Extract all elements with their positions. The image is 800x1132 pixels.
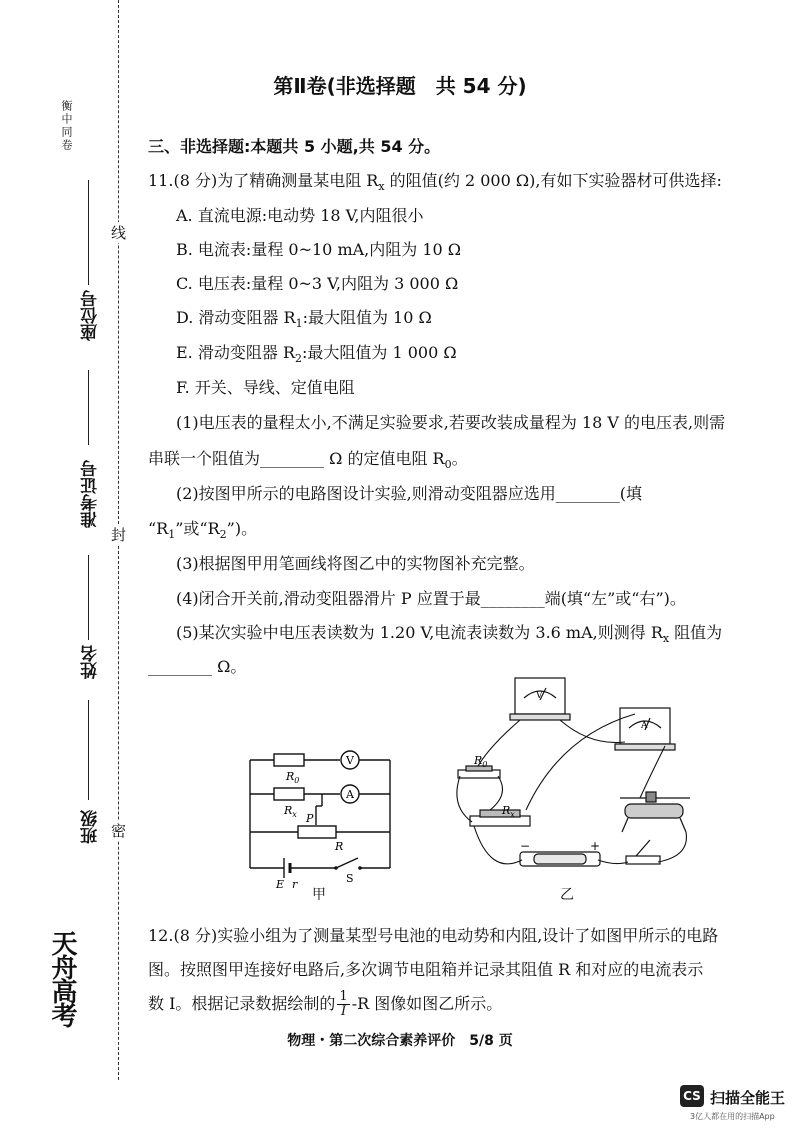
q12-line3-post: -R 图像如图乙所示。 bbox=[351, 994, 503, 1013]
margin-top-label: 衡中同卷 bbox=[60, 100, 73, 152]
device-label-r0: $R_0$ bbox=[474, 754, 488, 769]
one-over-i-fraction bbox=[337, 990, 349, 1019]
device-label-rx: $R_x$ bbox=[502, 804, 515, 819]
circuit-diagram-a bbox=[240, 740, 410, 900]
q11-part5-cont: ________ Ω。 bbox=[148, 657, 247, 676]
name-blank[interactable] bbox=[88, 555, 89, 640]
cs-logo-icon: CS bbox=[680, 1085, 704, 1107]
name-label: 姓名 bbox=[81, 645, 101, 679]
q11-stem: 11.(8 分)为了精确测量某电阻 $R_x$ 的阻值(约 2 000 Ω),有如下实验器材可供选择: bbox=[148, 171, 722, 194]
battery-plus: + bbox=[590, 839, 601, 853]
section-header: 三、非选择题:本题共 5 小题,共 54 分。 bbox=[148, 137, 441, 156]
q11-part2: (2)按图甲所示的电路图设计实验,则滑动变阻器应选用________(填 bbox=[176, 484, 642, 503]
q11-option-e: E. 滑动变阻器 $R_2$:最大阻值为 1 000 Ω bbox=[176, 343, 457, 366]
class-label: 班级 bbox=[81, 810, 101, 844]
label-e: E bbox=[276, 878, 285, 891]
q11-part1: (1)电压表的量程太小,不满足实验要求,若要改装成量程为 18 V 的电压表,则需 bbox=[176, 413, 726, 432]
page-footer: 物理・第二次综合素养评价 5/8 页 bbox=[287, 1033, 513, 1049]
q11-part3: (3)根据图甲用笔画线将图乙中的实物图补充完整。 bbox=[176, 554, 535, 573]
scanner-tagline: 3亿人都在用的扫描App bbox=[690, 1112, 775, 1121]
device-label-v: V bbox=[536, 691, 543, 701]
q12-line3-pre: 数 I。根据记录数据绘制的 bbox=[148, 994, 336, 1013]
switch-device bbox=[626, 856, 660, 864]
tianzhou-logo: 天舟高考 bbox=[47, 930, 77, 1026]
q11-option-c: C. 电压表:量程 0~3 V,内阻为 3 000 Ω bbox=[176, 274, 459, 293]
scanner-name: 扫描全能王 bbox=[710, 1089, 786, 1107]
frac-numerator: 1 bbox=[339, 989, 348, 1004]
q11-option-b: B. 电流表:量程 0~10 mA,内阻为 10 Ω bbox=[176, 240, 462, 259]
figure-a-caption: 甲 bbox=[312, 887, 326, 903]
page-title: 第Ⅱ卷(非选择题 共 54 分) bbox=[273, 74, 527, 98]
apparatus-diagram-b bbox=[450, 676, 710, 886]
q12-line1: 12.(8 分)实验小组为了测量某型号电池的电动势和内阻,设计了如图甲所示的电路 bbox=[148, 926, 719, 945]
label-r0: $R_0$ bbox=[286, 770, 300, 785]
q11-option-f: F. 开关、导线、定值电阻 bbox=[176, 378, 355, 397]
q12-line2: 图。按照图甲连接好电路后,多次调节电阻箱并记录其阻值 R 和对应的电流表示 bbox=[148, 960, 704, 979]
label-p: P bbox=[306, 812, 314, 825]
exam-id-blank[interactable] bbox=[88, 370, 89, 445]
device-label-a: A bbox=[641, 721, 648, 731]
q11-part2-cont: “$R_1$”或“$R_2$”)。 bbox=[148, 519, 258, 542]
frac-denominator: I bbox=[340, 1004, 347, 1019]
label-r-internal: r bbox=[292, 878, 298, 891]
label-r: R bbox=[335, 840, 344, 853]
label-s: S bbox=[346, 872, 354, 885]
seat-number-label: 座位号 bbox=[81, 290, 101, 341]
q11-part1-cont: 串联一个阻值为________ Ω 的定值电阻 $R_0$。 bbox=[148, 449, 468, 472]
resistor-r0 bbox=[274, 754, 304, 766]
cut-mark-xian: 线 bbox=[111, 224, 127, 242]
cut-mark-mi: 密 bbox=[111, 822, 127, 840]
label-a: A bbox=[346, 788, 354, 801]
q12-line3 bbox=[148, 990, 502, 1019]
seat-number-blank[interactable] bbox=[88, 180, 89, 285]
class-blank[interactable] bbox=[88, 700, 89, 800]
resistor-rx bbox=[274, 788, 304, 800]
q11-option-d: D. 滑动变阻器 $R_1$:最大阻值为 10 Ω bbox=[176, 308, 432, 331]
rheostat-device bbox=[625, 804, 683, 818]
rheostat-r bbox=[298, 826, 336, 838]
figure-b-caption: 乙 bbox=[560, 887, 574, 903]
exam-id-label: 准考证号 bbox=[81, 460, 101, 528]
label-rx: $R_x$ bbox=[284, 804, 297, 819]
battery-minus: − bbox=[520, 839, 531, 853]
q11-part4: (4)闭合开关前,滑动变阻器滑片 P 应置于最________端(填“左”或“右”)。 bbox=[176, 589, 686, 608]
q11-part5: (5)某次实验中电压表读数为 1.20 V,电流表读数为 3.6 mA,则测得 $R_x$ 阻值为 bbox=[176, 623, 723, 646]
q11-option-a: A. 直流电源:电动势 18 V,内阻很小 bbox=[176, 206, 424, 225]
label-v: V bbox=[346, 754, 354, 767]
cut-mark-feng: 封 bbox=[111, 526, 127, 544]
